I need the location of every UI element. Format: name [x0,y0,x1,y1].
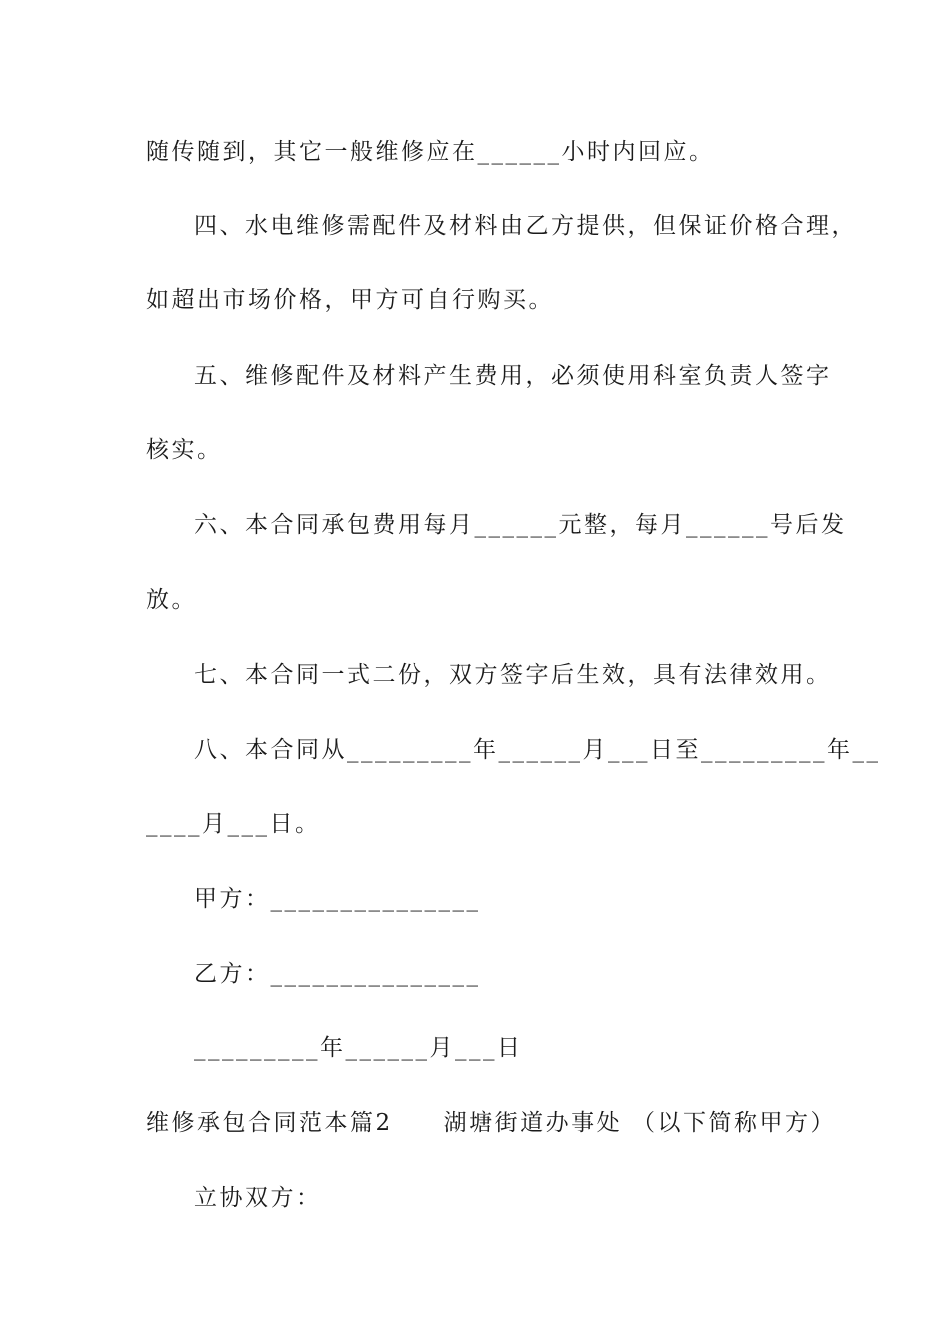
paragraph-line-1: 随传随到，其它一般维修应在______小时内回应。 [146,139,715,165]
paragraph-line-6: 六、本合同承包费用每月______元整，每月______号后发 [194,512,847,538]
section-heading-line: 维修承包合同范本篇2 湖塘街道办事处 （以下简称甲方） [146,1110,836,1136]
party-a-signature-line: 甲方：_______________ [194,886,481,912]
paragraph-line-15: 立协双方： [194,1185,322,1211]
paragraph-line-4: 五、维修配件及材料产生费用，必须使用科室负责人签字 [194,363,832,389]
paragraph-line-2: 四、水电维修需配件及材料由乙方提供，但保证价格合理， [194,213,857,239]
paragraph-line-8: 七、本合同一式二份，双方签字后生效，具有法律效用。 [194,662,832,688]
date-line: _________年______月___日 [194,1035,523,1061]
party-b-signature-line: 乙方：_______________ [194,961,481,987]
paragraph-line-5: 核实。 [146,437,223,463]
paragraph-line-3: 如超出市场价格，甲方可自行购买。 [146,287,554,313]
paragraph-line-9: 八、本合同从_________年______月___日至_________年__ [194,737,881,763]
paragraph-line-7: 放。 [146,587,197,613]
paragraph-line-10: ____月___日。 [146,811,321,837]
